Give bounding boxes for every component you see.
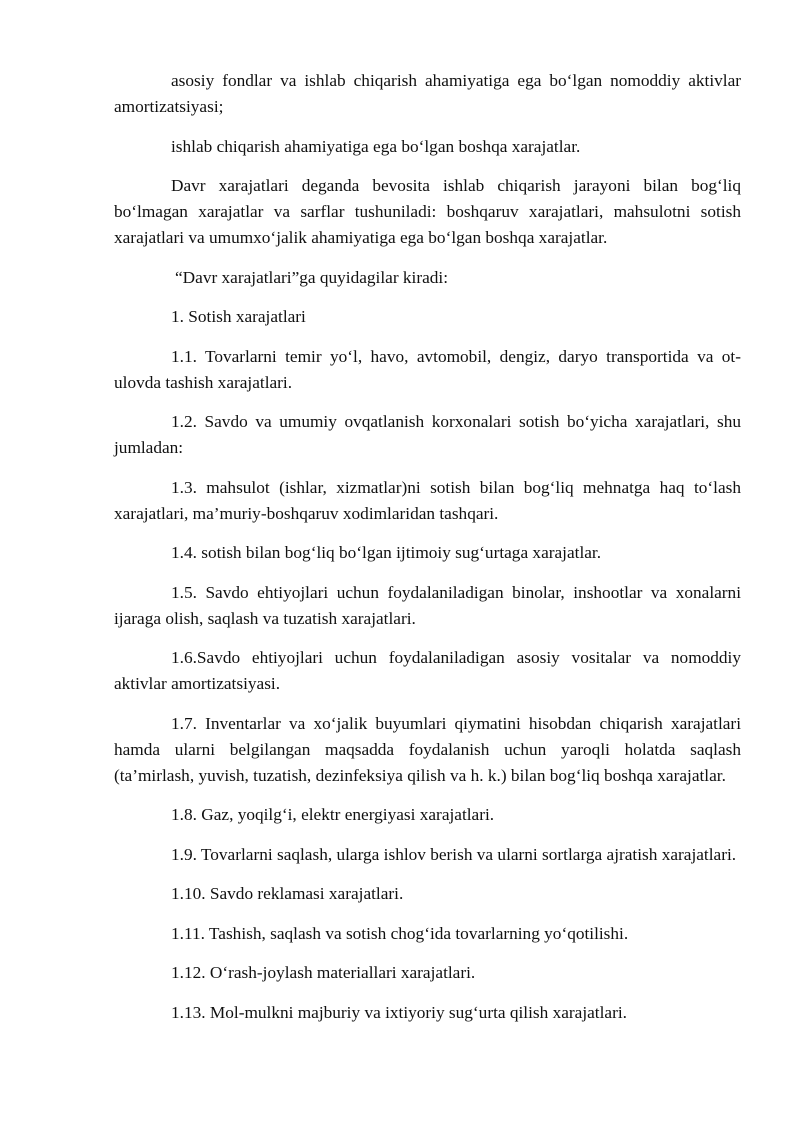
list-item-1-7: 1.7. Inventarlar va xo‘jalik buyumlari qiymatini hisobdan chiqarish xarajatlari hamda ularni belgilangan maqsadda foydalanish uchun yaroqli holatda saqlash (ta’mirlash, yuvish, tuzatish, dezinfeksiya qilish va h. k.) bilan bog‘liq boshqa xarajatlar. xyxy=(114,713,741,785)
paragraph-period-costs-definition: Davr xarajatlari deganda bevosita ishlab chiqarish jarayoni bilan bog‘liq bo‘lmagan xarajatlar va sarflar tushuniladi: boshqaruv xarajatlari, mahsulotni sotish xarajatlari va umumxo‘jalik ahamiyatiga ega bo‘lgan boshqa xarajatlar. xyxy=(114,176,741,247)
list-item-1-11: 1.11. Tashish, saqlash va sotish chog‘ida tovarlarning yo‘qotilishi. xyxy=(171,923,629,943)
list-item-1-4: 1.4. sotish bilan bog‘liq bo‘lgan ijtimoiy sug‘urtaga xarajatlar. xyxy=(171,543,602,562)
list-item-1-3: 1.3. mahsulot (ishlar, xizmatlar)ni sotish bilan bog‘liq mehnatga haq to‘lash xarajatlari, ma’muriy-boshqaruv xodimlaridan tashqari. xyxy=(114,477,741,523)
list-item-1-1: 1.1. Tovarlarni temir yo‘l, havo, avtomobil, dengiz, daryo transportida va ot-ulovda tashish xarajatlari. xyxy=(114,346,741,392)
list-item-1-12: 1.12. O‘rash-joylash materiallari xarajatlari. xyxy=(171,963,476,982)
list-item-1-10: 1.10. Savdo reklamasi xarajatlari. xyxy=(171,884,404,903)
list-item-1-9: 1.9. Tovarlarni saqlash, ularga ishlov berish va ularni sortlarga ajratish xarajatlari. xyxy=(171,844,737,864)
list-item-sales-expenses: 1. Sotish xarajatlari xyxy=(171,307,306,326)
list-item-1-6: 1.6.Savdo ehtiyojlari uchun foydalaniladigan asosiy vositalar va nomoddiy aktivlar amortizatsiyasi. xyxy=(114,648,741,693)
list-item-1-5: 1.5. Savdo ehtiyojlari uchun foydalaniladigan binolar, inshootlar va xonalarni ijaraga olish, saqlash va tuzatish xarajatlari. xyxy=(114,582,741,628)
document-page xyxy=(114,68,741,1039)
paragraph-period-costs-intro: “Davr xarajatlari”ga quyidagilar kiradi: xyxy=(175,267,449,287)
list-item-1-8: 1.8. Gaz, yoqilg‘i, elektr energiyasi xarajatlari. xyxy=(171,805,495,824)
list-item-1-13: 1.13. Mol-mulkni majburiy va ixtiyoriy sug‘urta qilish xarajatlari. xyxy=(171,1002,627,1022)
paragraph-other-expenses: ishlab chiqarish ahamiyatiga ega bo‘lgan boshqa xarajatlar. xyxy=(171,136,581,156)
paragraph-amortization: asosiy fondlar va ishlab chiqarish ahamiyatiga ega bo‘lgan nomoddiy aktivlar amortizatsiyasi; xyxy=(114,71,741,116)
list-item-1-2: 1.2. Savdo va umumiy ovqatlanish korxonalari sotish bo‘yicha xarajatlari, shu jumladan: xyxy=(114,412,741,457)
